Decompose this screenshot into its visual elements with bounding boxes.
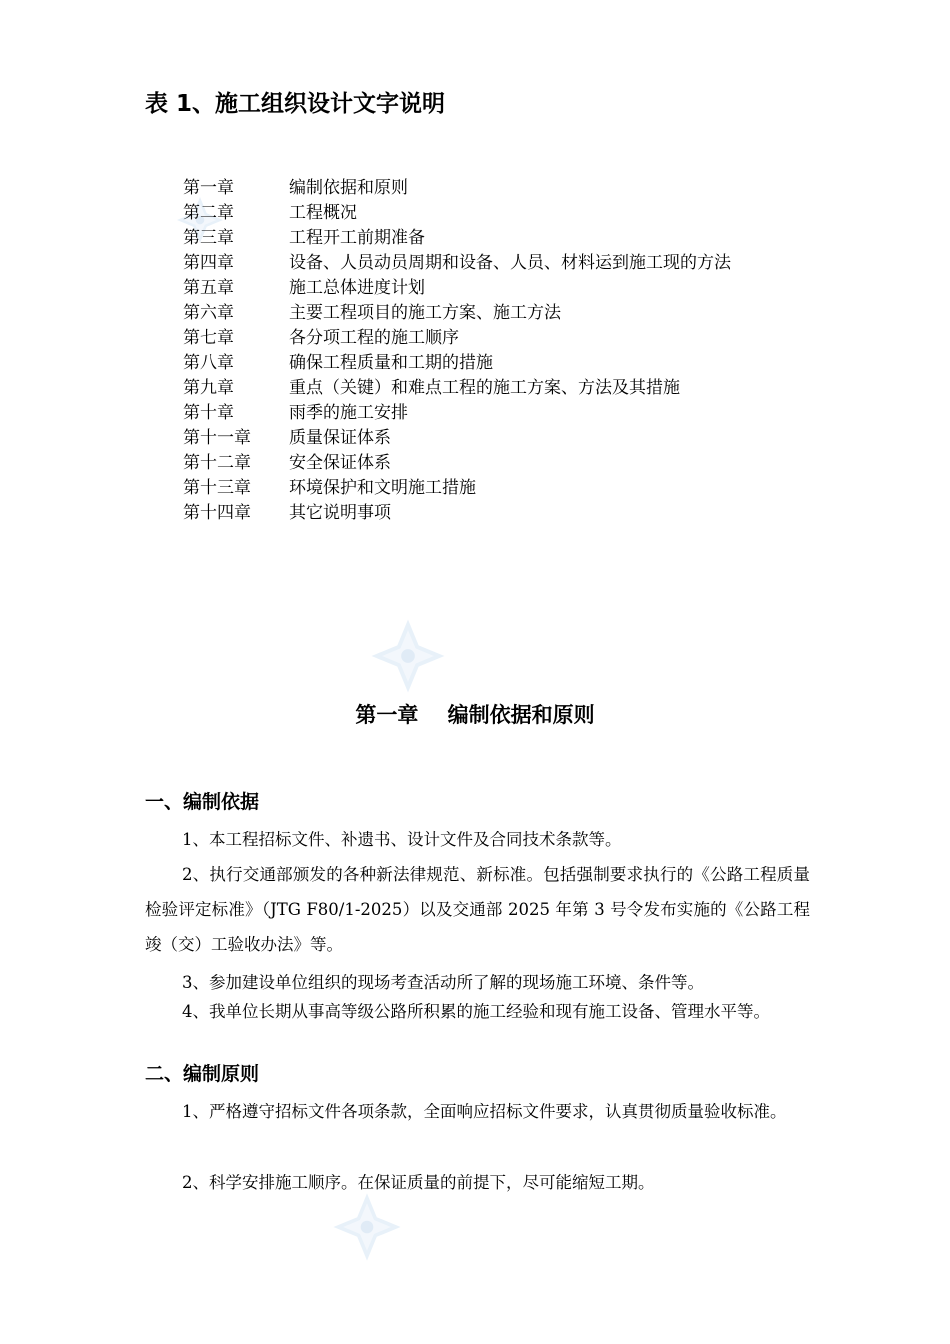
toc-chapter-title: 工程开工前期准备 — [289, 228, 425, 248]
toc-chapter-title: 重点（关键）和难点工程的施工方案、方法及其措施 — [289, 378, 680, 398]
watermark-flower-icon — [332, 1192, 402, 1262]
toc-chapter-title: 施工总体进度计划 — [289, 278, 425, 298]
toc-item — [183, 476, 731, 501]
toc-chapter-title: 工程概况 — [289, 203, 357, 223]
paragraph: 3、参加建设单位组织的现场考查活动所了解的现场施工环境、条件等。 — [182, 973, 704, 992]
toc-chapter-number: 第八章 — [183, 353, 234, 373]
toc-chapter-number: 第十二章 — [183, 453, 251, 473]
paragraph: 1、严格遵守招标文件各项条款，全面响应招标文件要求，认真贯彻质量验收标准。 — [182, 1102, 787, 1121]
table-of-contents — [183, 176, 731, 526]
section-heading-principles: 二、编制原则 — [145, 1063, 260, 1085]
section-heading-basis: 一、编制依据 — [145, 791, 260, 813]
toc-chapter-title: 雨季的施工安排 — [289, 403, 408, 423]
toc-item — [183, 176, 731, 201]
toc-item — [183, 276, 731, 301]
toc-chapter-number: 第十四章 — [183, 503, 251, 523]
watermark-flower-icon — [370, 618, 446, 694]
toc-item — [183, 226, 731, 251]
toc-chapter-title: 安全保证体系 — [289, 453, 391, 473]
toc-item — [183, 401, 731, 426]
toc-chapter-number: 第六章 — [183, 303, 234, 323]
toc-item — [183, 351, 731, 376]
toc-chapter-number: 第十章 — [183, 403, 234, 423]
toc-chapter-number: 第七章 — [183, 328, 234, 348]
toc-chapter-number: 第十三章 — [183, 478, 251, 498]
toc-chapter-number: 第二章 — [183, 203, 234, 223]
toc-chapter-title: 其它说明事项 — [289, 503, 391, 523]
toc-chapter-title: 质量保证体系 — [289, 428, 391, 448]
toc-item — [183, 326, 731, 351]
toc-chapter-title: 设备、人员动员周期和设备、人员、材料运到施工现的方法 — [289, 253, 731, 273]
chapter-heading: 第一章 编制依据和原则 — [355, 703, 595, 727]
toc-item — [183, 426, 731, 451]
toc-chapter-number: 第九章 — [183, 378, 234, 398]
toc-item — [183, 501, 731, 526]
toc-chapter-title: 确保工程质量和工期的措施 — [289, 353, 493, 373]
toc-chapter-title: 编制依据和原则 — [289, 178, 408, 198]
toc-chapter-number: 第十一章 — [183, 428, 251, 448]
toc-chapter-number: 第一章 — [183, 178, 234, 198]
toc-chapter-title: 各分项工程的施工顺序 — [289, 328, 459, 348]
paragraph: 2、执行交通部颁发的各种新法律规范、新标准。包括强制要求执行的《公路工程质量检验评定标准》（JTG F80/1-2025）以及交通部 2025 年第 3 号令发布实施的《公路工程竣（交）工验收办法》等。 — [145, 865, 810, 954]
toc-item — [183, 201, 731, 226]
toc-item — [183, 301, 731, 326]
paragraph: 1、本工程招标文件、补遗书、设计文件及合同技术条款等。 — [182, 830, 622, 849]
toc-chapter-number: 第四章 — [183, 253, 234, 273]
toc-item — [183, 376, 731, 401]
toc-item — [183, 251, 731, 276]
toc-chapter-title: 环境保护和文明施工措施 — [289, 478, 476, 498]
toc-item — [183, 451, 731, 476]
toc-chapter-title: 主要工程项目的施工方案、施工方法 — [289, 303, 561, 323]
paragraph: 4、我单位长期从事高等级公路所积累的施工经验和现有施工设备、管理水平等。 — [182, 1002, 770, 1021]
document-title: 表 1、施工组织设计文字说明 — [145, 91, 446, 117]
toc-chapter-number: 第三章 — [183, 228, 234, 248]
paragraph: 2、科学安排施工顺序。在保证质量的前提下，尽可能缩短工期。 — [182, 1173, 655, 1192]
toc-chapter-number: 第五章 — [183, 278, 234, 298]
